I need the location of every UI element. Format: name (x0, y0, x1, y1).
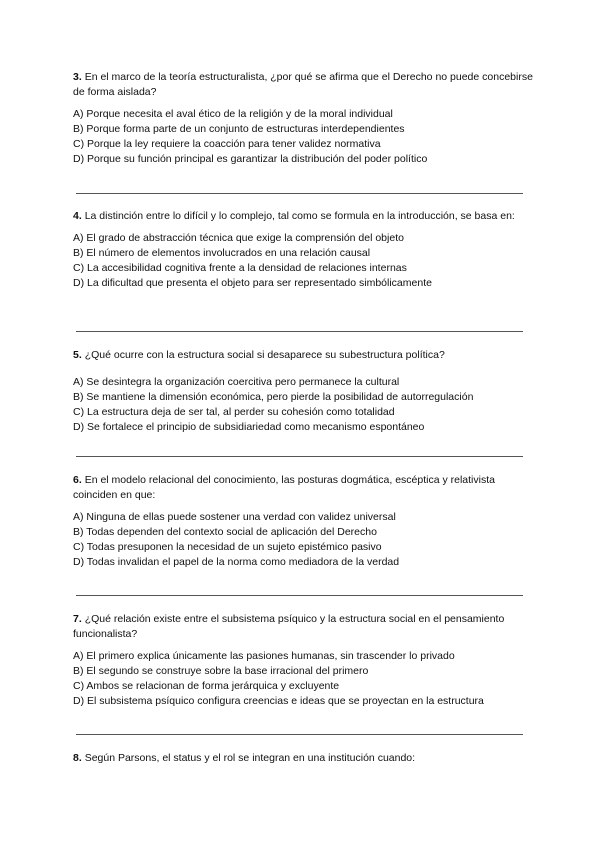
separator-line (76, 456, 523, 457)
option-d: D) La dificultad que presenta el objeto para ser representado simbólicamente (73, 277, 432, 289)
question-5 (73, 348, 533, 435)
option-d: D) Todas invalidan el papel de la norma como mediadora de la verdad (73, 556, 400, 568)
option-c: C) Ambos se relacionan de forma jerárquica y excluyente (73, 680, 340, 692)
option-d: D) Se fortalece el principio de subsidiariedad como mecanismo espontáneo (73, 421, 425, 433)
option-c: C) La estructura deja de ser tal, al perder su cohesión como totalidad (73, 406, 395, 418)
separator-line (76, 734, 523, 735)
option-b: B) El segundo se construye sobre la base irracional del primero (73, 665, 369, 677)
question-text (73, 209, 533, 224)
question-prompt: En el modelo relacional del conocimiento, las posturas dogmática, escéptica y relativista coinciden en que: (73, 474, 495, 501)
option-a: A) El grado de abstracción técnica que exige la comprensión del objeto (73, 232, 404, 244)
option-b: B) El número de elementos involucrados en una relación causal (73, 247, 371, 259)
question-prompt: Según Parsons, el status y el rol se integran en una institución cuando: (84, 752, 416, 764)
option-a: A) Ninguna de ellas puede sostener una verdad con validez universal (73, 511, 396, 523)
question-number: 5. (73, 349, 82, 361)
question-text (73, 70, 533, 100)
question-text (73, 751, 533, 766)
separator-line (76, 595, 523, 596)
option-c: C) Todas presuponen la necesidad de un sujeto epistémico pasivo (73, 541, 382, 553)
option-b: B) Se mantiene la dimensión económica, pero pierde la posibilidad de autorregulación (73, 391, 474, 403)
option-b: B) Porque forma parte de un conjunto de estructuras interdependientes (73, 123, 405, 135)
question-3 (73, 70, 533, 167)
question-number: 3. (73, 71, 82, 83)
question-4 (73, 209, 533, 291)
question-text (73, 348, 533, 363)
question-7 (73, 612, 533, 709)
question-6 (73, 473, 533, 570)
question-prompt: ¿Qué ocurre con la estructura social si desaparece su subestructura política? (84, 349, 445, 361)
separator-line (76, 193, 523, 194)
option-d: D) El subsistema psíquico configura creencias e ideas que se proyectan en la estructura (73, 695, 484, 707)
option-a: A) Porque necesita el aval ético de la religión y de la moral individual (73, 108, 393, 120)
question-number: 6. (73, 474, 82, 486)
option-a: A) Se desintegra la organización coercitiva pero permanece la cultural (73, 376, 400, 388)
option-c: C) Porque la ley requiere la coacción para tener validez normativa (73, 138, 381, 150)
question-8 (73, 751, 533, 773)
question-prompt: En el marco de la teoría estructuralista, ¿por qué se afirma que el Derecho no puede concebirse de forma aislada? (73, 71, 533, 98)
separator-line (76, 331, 523, 332)
question-number: 8. (73, 752, 82, 764)
question-number: 4. (73, 210, 82, 222)
question-prompt: La distinción entre lo difícil y lo complejo, tal como se formula en la introducción, se basa en: (84, 210, 515, 222)
option-b: B) Todas dependen del contexto social de aplicación del Derecho (73, 526, 377, 538)
question-text (73, 612, 533, 642)
question-text (73, 473, 533, 503)
option-a: A) El primero explica únicamente las pasiones humanas, sin trascender lo privado (73, 650, 455, 662)
question-number: 7. (73, 613, 82, 625)
question-prompt: ¿Qué relación existe entre el subsistema psíquico y la estructura social en el pensamiento funcionalista? (73, 613, 505, 640)
option-c: C) La accesibilidad cognitiva frente a la densidad de relaciones internas (73, 262, 407, 274)
option-d: D) Porque su función principal es garantizar la distribución del poder político (73, 153, 428, 165)
